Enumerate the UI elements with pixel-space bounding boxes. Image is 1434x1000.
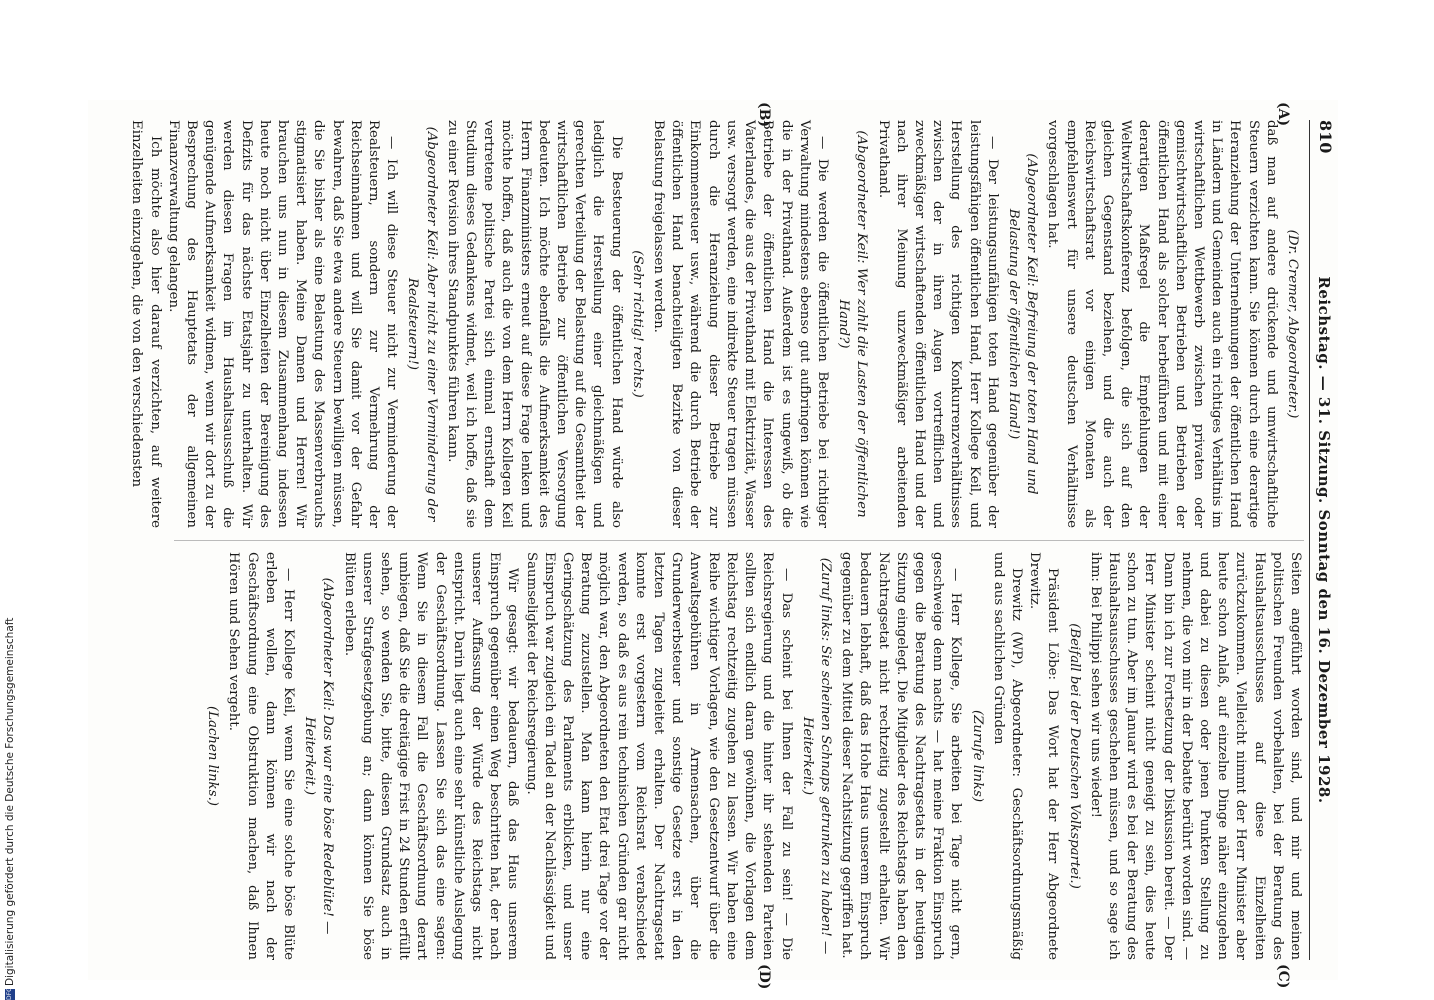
column-divider [174, 540, 1304, 541]
speaker-intro: Drewitz (WP), Abgeordneter: Geschäftsordnungsmäßig und aus sachlichen Gründen [990, 552, 1024, 960]
margin-mark-c: (C) [1275, 964, 1291, 989]
paragraph: Wir gesagt: wir bedauern, daß das Haus unserem Einspruch gegenüber einen Weg beschritten hat, der nach unserer Auffassung der Würde des Reichstags nicht entspricht. Darin liegt auch eine sehr künstliche Auslegung der Geschäftsordnung. Lassen Sie sich das eine sagen: Wenn Sie in diesem Fall die Geschäftsordnung derart umbiegen, daß Sie die dreitägige Frist in 24 Stunden erfüllt sehen, so wenden Sie, bitte, diesen Grundsatz auch in unserer Strafgesetzgebung an; dann können Sie böse Blüten erleben. [341, 552, 521, 960]
interjection: (Abgeordneter Keil: Das war eine böse Redeblüte! — Heiterkeit.) [302, 577, 336, 935]
document-page [88, 100, 1338, 990]
paragraph: — Herr Kollege Keil, wenn Sie eine solche böse Blüte erleben wollen, dann können wir nach der Geschäftsordnung eine Obstruktion machen, daß Ihnen Hören und Sehen vergeht. [226, 552, 297, 960]
president-remark: Präsident Löbe: Das Wort hat der Herr Abgeordnete Drewitz. [1027, 552, 1061, 960]
page-title: Reichstag. — 31. Sitzung. Sonntag den 16. Dezember 1928. [1315, 276, 1333, 804]
interjection: (Sehr richtig! rechts.) [629, 250, 645, 398]
interjection: (Zurufe links) [969, 709, 985, 803]
page-header [1309, 120, 1334, 960]
paragraph: — Der leistungsunfähigen toten Hand gegenüber der leistungsfähigen öffentlichen Hand, Herr Kollege Keil, und Herstellung des richtigen Konkurrenzverhältnisses zwischen der in ihren Augen vortrefflichen und zweckmäßiger wirtschaftenden öffentlichen Hand und der nach ihrer Meinung unzweckmäßiger arbeitenden Privathand. [875, 120, 1000, 528]
interjection: (Abgeordneter Keil: Wer zahlt die Lasten der öffentlichen Hand?) [836, 130, 870, 518]
credit-text: Digitalisierung gefördert durch die Deutsche Forschungsgemeinschaft [4, 617, 16, 986]
digitization-credit [0, 0, 20, 1000]
speaker-label: (Dr. Cremer, Abgeordneter.) [1285, 229, 1300, 419]
paragraph: Ich möchte also hier darauf verzichten, auf weitere Einzelheiten einzugehen, die von den verschiedensten [129, 120, 163, 528]
paragraph: — Das scheint bei Ihnen der Fall zu sein! — Die Reichsregierung und die hinter ihr stehenden Parteien sollten sich endlich daran gewöhnen, die Vorlagen dem Reichstag rechtzeitig zugehen zu lassen. Wir haben eine Reihe wichtiger Vorlagen, wie den Gesetzentwurf über die Anwaltsgebühren in Armensachen, über die Grunderwerbsteuer und sonstige Gesetze erst in den letzten Tagen zugeleitet erhalten. Der Nachtragsetat konnte erst vorgestern vom Reichsrat verabschiedet werden, so daß es aus rein technischen Gründen gar nicht möglich war, den Abgeordneten den Etat drei Tage vor der Beratung zuzustellen. Man kann hierin nur eine Geringschätzung des Parlaments erblicken, und unser Einspruch war zugleich ein Tadel an der Nachlässigkeit und Saumseligkeit der Reichsregierung. [523, 552, 794, 960]
page-number: 810 [1316, 120, 1335, 154]
margin-mark-b: (B) [756, 102, 772, 128]
right-column [104, 552, 1304, 960]
margin-mark-a: (A) [1275, 102, 1291, 127]
paragraph: daß man auf andere drückende und umwirtschaftliche Steuern verzichten kann. Sie können durch eine derartige Heranziehung der Unternehmungen der öffentlichen Hand in Ländern und Gemeinden auch ein richtiges Verhältnis im wirtschaftlichen Wettbewerb zwischen privaten oder gemischtwirtschaftlichen Betrieben und Betrieben der öffentlichen Hand als solcher herbeiführen und mit einer derartigen Maßregel die Empfehlungen der Weltwirtschaftskonferenz befolgen, die sich auf den gleichen Gegenstand beziehen, und die auch der Reichswirtschaftsrat vor einigen Monaten als empfehlenswert für unsere deutschen Verhältnisse vorgeschlagen hat. [1045, 120, 1279, 528]
dfg-logo-icon: DFG [6, 987, 13, 1000]
paragraph: — Die werden die öffentlichen Betriebe bei richtiger Verwaltung mindestens ebenso gut aufbringen können wie die in der Privathand. Außerdem ist es ungewiß, ob die Betriebe der öffentlichen Hand die Interessen des Vaterlandes, die aus der Privathand mit Elektrizität, Wasser usw. versorgt werden, eine indirekte Steuer tragen müssen durch die Heranziehung dieser Betriebe zur Einkommensteuer usw., während die durch Betriebe der öffentlichen Hand benachteiligten Bezirke von dieser Belastung freigelassen werden. [651, 120, 830, 528]
applause-note: (Beifall bei der Deutschen Volkspartei.) [1066, 623, 1082, 889]
paragraph: Die Besteuerung der öffentlichen Hand würde also lediglich die Herstellung einer gleichmäßigen und gerechten Verteilung der Belastung auf die Gesamtheit der wirtschaftlichen Betriebe zur öffentlichen Versorgung bedeuten. Ich möchte ebenfalls die Aufmerksamkeit des Herrn Finanzministers erneut auf diese Frage lenken und möchte hoffen, daß auch die von dem Herrn Kollegen Keil vertretene politische Partei sich einmal ernsthaft dem Studium dieses Gedankens widmet, weil ich hoffe, daß sie zu einer Revision ihres Standpunktes führen kann. [444, 120, 624, 528]
paragraph: — Herr Kollege, Sie arbeiten bei Tage nicht gern, geschweige denn nachts — hat meine Fraktion Einspruch gegen die Beratung des Nachtragsetats in der heutigen Sitzung eingelegt. Die Mitglieder des Reichstags haben den Nachtragsetat nicht rechtzeitig zugestellt erhalten. Wir bedauern lebhaft, daß das Hohe Haus unserem Einspruch gegenüber zu dem Mittel dieser Nachtsitzung gegriffen hat. [839, 552, 964, 960]
interjection: (Lachen links.) [205, 706, 221, 806]
margin-mark-d: (D) [756, 964, 772, 990]
interjection: (Abgeordneter Keil: Befreiung der toten Hand und Belastung der öffentlichen Hand!) [1005, 153, 1040, 495]
paragraph: — Ich will diese Steuer nicht zur Verminderung der Realsteuern, sondern zur Vermehrung der Reichseinnahmen und will Sie damit vor der Gefahr bewahren, daß Sie etwa andere Steuern bewilligen müssen, die Sie bisher als eine Belastung des Massenverbrauchs stigmatisiert haben. Meine Damen und Herren! Wir brauchen uns nun in diesem Zusammenhang indessen heute noch nicht über Einzelheiten der Bereinigung des Defizits für das nächste Etatsjahr zu unterhalten. Wir werden diesen Fragen im Haushaltsausschuß die genügende Aufmerksamkeit widmen, wenn wir dort zu der Besprechung des Hauptetats der allgemeinen Finanzverwaltung gelangen. [165, 120, 400, 528]
paragraph: Seiten angeführt worden sind, und mir und meinen politischen Freunden vorbehalten, bei der Beratung des Haushaltsausschusses auf diese Einzelheiten zurückzukommen. Vielleicht nimmt der Herr Minister aber heute schon Anlaß, auf einzelne Dinge näher einzugehen und dabei zu diesen oder jenen Punkten Stellung zu nehmen, die von mir in der Debatte berührt worden sind. — Dann bin ich zur Fortsetzung der Diskussion bereit. — Der Herr Minister scheint nicht geneigt zu sein, dies heute schon zu tun. Aber im Januar wird es bei der Beratung des Haushaltsausschusses geschehen müssen, und so sage ich ihm: Bei Philippi sehen wir uns wieder! [1087, 552, 1303, 960]
left-column [104, 120, 1304, 528]
interjection: (Zuruf links: Sie scheinen Schnaps getrunken zu haben! — Heiterkeit.) [799, 557, 833, 955]
interjection: (Abgeordneter Keil: Aber nicht zu einer Verminderung der Realsteuern!) [405, 126, 439, 522]
